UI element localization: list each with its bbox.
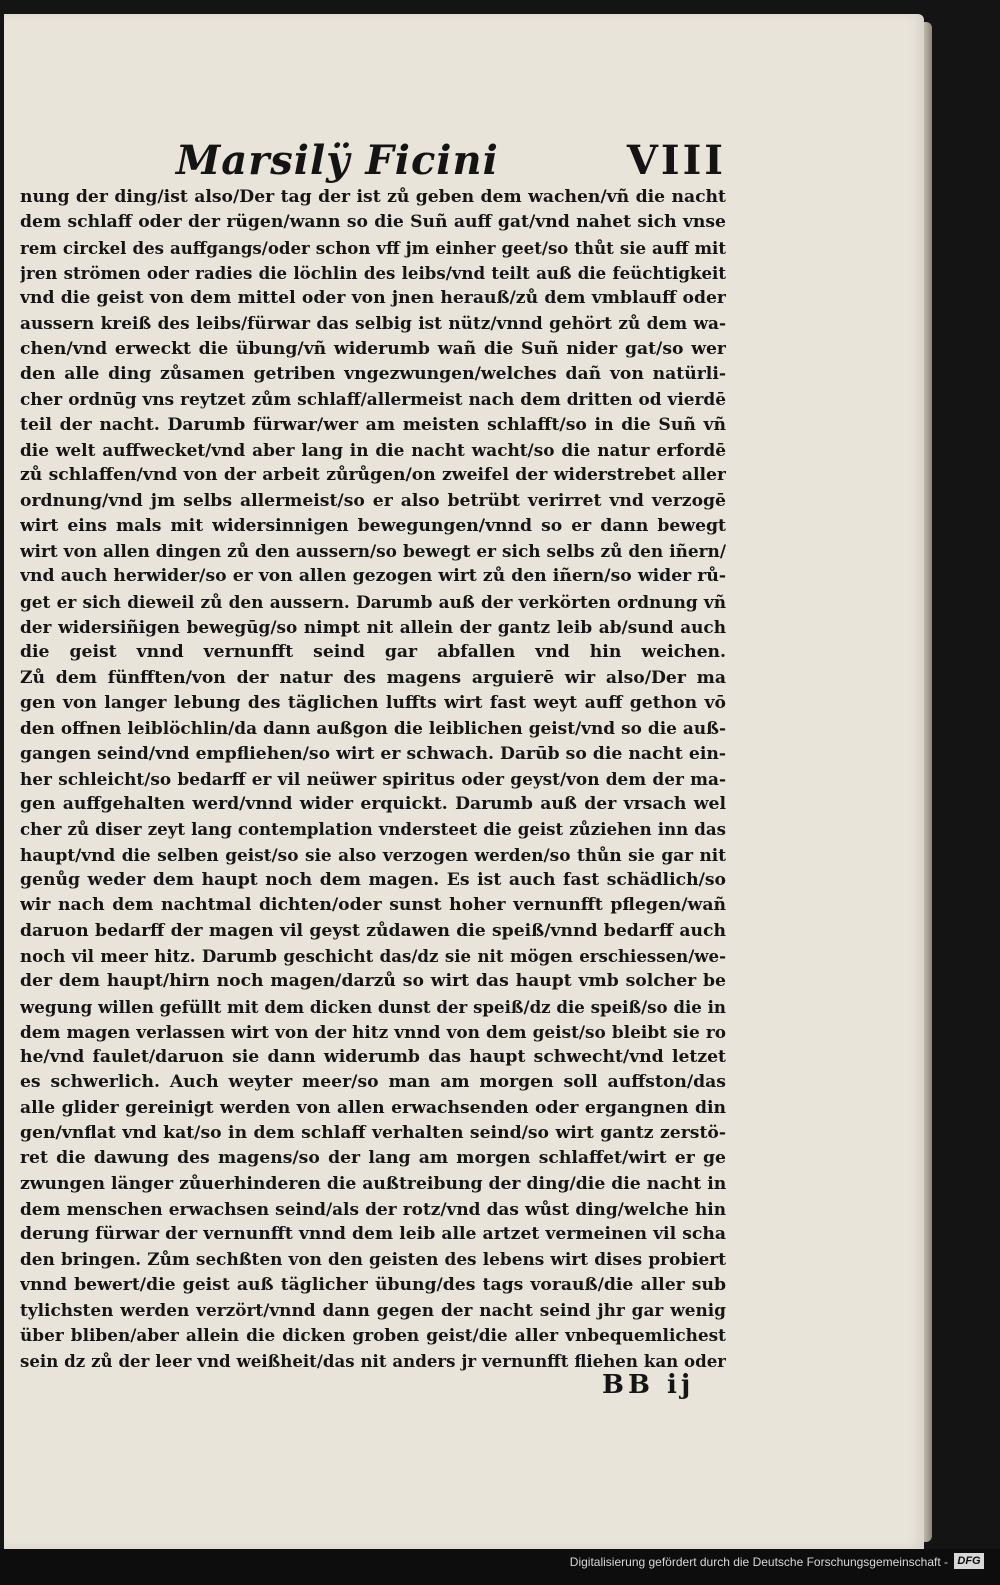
text-line: chen/vnd erweckt die übung/vñ widerumb wañ die Suñ nider gat/so wer <box>20 338 726 359</box>
running-head <box>176 132 726 188</box>
text-line: Zů dem fünfften/von der natur des magens arguierē wir also/Der ma <box>20 667 726 688</box>
text-line: dem menschen erwachsen seind/als der rotz/vnd das wůst ding/welche hin <box>20 1198 726 1219</box>
text-line: vnnd bewert/die geist auß täglicher übung/des tags vorauß/die aller sub <box>20 1274 726 1295</box>
text-line: cher ordnūg vns reytzet zům schlaff/allermeist nach dem dritten od vierdē <box>20 389 726 410</box>
text-line: vnd auch herwider/so er von allen gezogen wirt zů den iñern/so wider rů- <box>20 566 726 587</box>
text-line: der widersiñigen bewegūg/so nimpt nit allein der gantz leib ab/sund auch <box>20 617 726 638</box>
text-line: tylichsten werden verzört/vnnd dann gegen der nacht seind jhr gar wenig <box>20 1300 726 1321</box>
text-line: gen von langer lebung des täglichen luffts wirt fast weyt auff gethon vō <box>20 692 726 713</box>
text-line: get er sich dieweil zů den aussern. Darumb auß der verkörten ordnung vñ <box>20 591 726 612</box>
text-line: jren strömen oder radies die löchlin des leibs/vnd teilt auß die feüchtigkeit <box>20 262 726 283</box>
body-text <box>20 185 726 1374</box>
text-line: dem schlaff oder der rügen/wann so die Suñ auff gat/vnd nahet sich vnse <box>20 212 726 233</box>
text-line: wegung willen gefüllt mit dem dicken dunst der speiß/dz die speiß/so die in <box>20 996 726 1017</box>
text-line: die welt auffwecket/vnd aber lang in die nacht wacht/so die natur erfordē <box>20 439 726 460</box>
text-line: den alle ding zůsamen getriben vngezwungen/welches dañ von natürli- <box>20 364 726 385</box>
text-line: derung fürwar der vernunfft vnnd dem leib alle artzet vermeinen vil scha <box>20 1224 726 1245</box>
text-line: den bringen. Zům sechßten von den geisten des lebens wirt dises probiert <box>20 1249 726 1270</box>
text-line: he/vnd faulet/daruon sie dann widerumb das haupt schwecht/vnd letzet <box>20 1047 726 1068</box>
text-line: die geist vnnd vernunfft seind gar abfallen vnd hin weichen. <box>20 642 726 663</box>
text-line: zů schlaffen/vnd von der arbeit zůrůgen/on zweifel der widerstrebet aller <box>20 465 726 486</box>
text-line: cher zů diser zeyt lang contemplation vndersteet die geist zůziehen inn das <box>20 819 726 840</box>
text-line: genůg weder dem haupt noch dem magen. Es ist auch fast schädlich/so <box>20 870 726 891</box>
running-title: Marsilÿ Ficini <box>176 136 499 184</box>
text-line: ordnung/vnd jm selbs allermeist/so er also betrübt verirret vnd verzogē <box>20 490 726 511</box>
text-line: wirt von allen dingen zů den aussern/so bewegt er sich selbs zů den iñern/ <box>20 541 726 562</box>
text-line: ret die dawung des magens/so der lang am morgen schlaffet/wirt er ge <box>20 1148 726 1169</box>
text-line: daruon bedarff der magen vil geyst zůdawen die speiß/vnnd bedarff auch <box>20 920 726 941</box>
text-line: gangen seind/vnd empfliehen/so wirt er schwach. Darūb so die nacht ein- <box>20 743 726 764</box>
text-line: gen auffgehalten werd/vnnd wider erquickt. Darumb auß der vrsach wel <box>20 794 726 815</box>
text-line: noch vil meer hitz. Darumb geschicht das/dz sie nit mögen erschiessen/we- <box>20 945 726 966</box>
text-line: wir nach dem nachtmal dichten/oder sunst hoher vernunfft pflegen/wañ <box>20 895 726 916</box>
text-line: haupt/vnd die selben geist/so sie also verzogen werden/so thůn sie gar nit <box>20 844 726 865</box>
text-line: es schwerlich. Auch weyter meer/so man am morgen soll auffston/das <box>20 1072 726 1093</box>
text-line: aussern kreiß des leibs/fürwar das selbig ist nütz/vnnd gehört zů dem wa- <box>20 313 726 334</box>
text-line: nung der ding/ist also/Der tag der ist zů geben dem wachen/vñ die nacht <box>20 187 726 207</box>
text-line: wirt eins mals mit widersinnigen bewegungen/vnnd so er dann bewegt <box>20 515 726 536</box>
text-line: rem circkel des auffgangs/oder schon vff jm einher geet/so thůt sie auff mit <box>20 237 726 258</box>
signature-mark: BB ij <box>602 1370 695 1400</box>
dfg-logo: DFG <box>954 1553 984 1569</box>
text-line: den offnen leiblöchlin/da dann außgon die leiblichen geist/vnd so die auß- <box>20 718 726 739</box>
footer-credit: Digitalisierung gefördert durch die Deutsche Forschungsgemeinschaft - <box>569 1555 948 1569</box>
text-line: der dem haupt/hirn noch magen/darzů so wirt das haupt vmb solcher be <box>20 971 726 992</box>
text-line: teil der nacht. Darumb fürwar/wer am meisten schlafft/so in die Suñ vñ <box>20 414 726 435</box>
text-line: vnd die geist von dem mittel oder von jnen herauß/zů dem vmblauff oder <box>20 288 726 309</box>
text-line: sein dz zů der leer vnd weißheit/das nit anders jr vernunfft fliehen kan oder <box>20 1350 726 1371</box>
text-line: alle glider gereinigt werden von allen erwachsenden oder ergangnen din <box>20 1097 726 1118</box>
folio-number: VIII <box>626 136 726 184</box>
text-line: über bliben/aber allein die dicken groben geist/die aller vnbequemlichest <box>20 1325 726 1346</box>
text-line: zwungen länger zůuerhinderen die außtreibung der ding/die die nacht in <box>20 1173 726 1194</box>
text-line: dem magen verlassen wirt von der hitz vnnd von dem geist/so bleibt sie ro <box>20 1021 726 1042</box>
text-line: gen/vnflat vnd kat/so in dem schlaff verhalten seind/so wirt gantz zerstö- <box>20 1122 726 1143</box>
text-line: her schleicht/so bedarff er vil neüwer spiritus oder geyst/von dem der ma- <box>20 768 726 789</box>
